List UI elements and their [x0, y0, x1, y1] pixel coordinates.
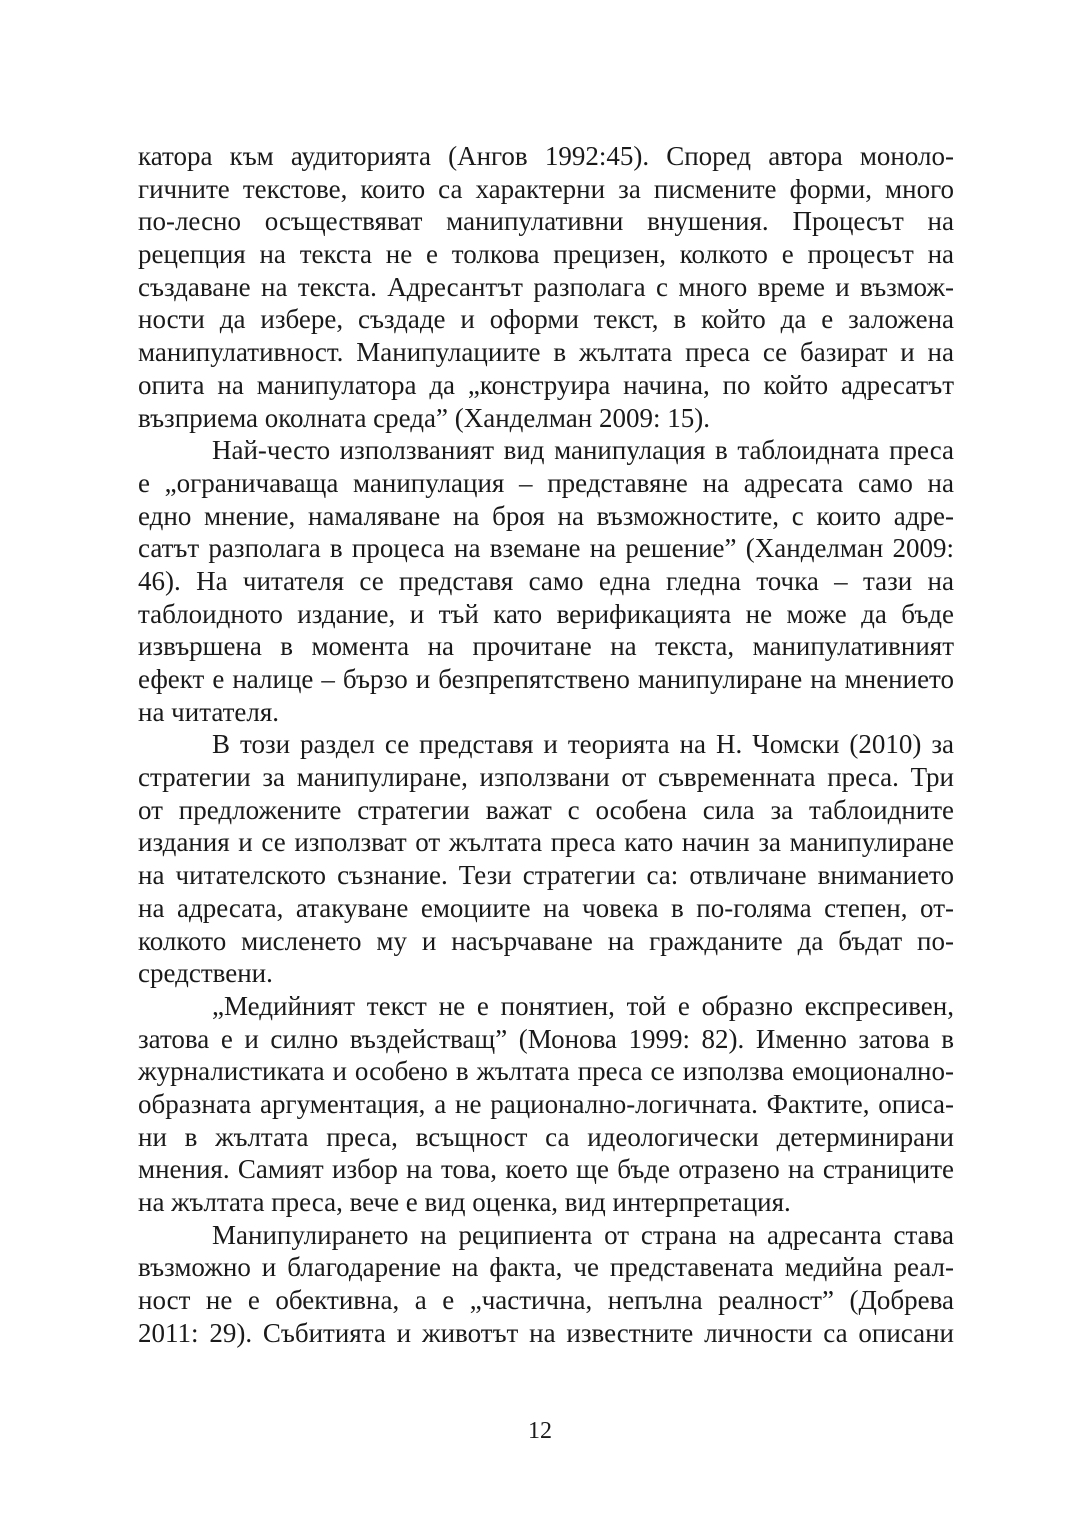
text-line: издания и се използват от жълтата преса като начин за манипулиране	[138, 827, 954, 858]
text-line: е „ограничаваща манипулация – представяне на адресата само на	[138, 467, 954, 498]
text-line: колкото мисленето му и насърчаване на гражданите да бъдат по-	[138, 925, 954, 956]
text-line: едно мнение, намаляване на броя на възможностите, с които адре-	[138, 500, 954, 531]
text-line: Манипулирането на реципиента от страна на адресанта става	[212, 1219, 954, 1250]
text-line: извършена в момента на прочитане на текста, манипулативният	[138, 631, 954, 662]
text-line: ни в жълтата преса, всъщност са идеологически детерминирани	[138, 1121, 954, 1152]
text-line: възможно и благодарение на факта, че представената медийна реал-	[138, 1252, 954, 1283]
text-line: „Медийният текст не е понятиен, той е образно експресивен,	[212, 990, 954, 1021]
paragraph-5	[138, 1219, 954, 1350]
text-line: на жълтата преса, вече е вид оценка, вид интерпретация.	[138, 1187, 791, 1217]
text-line: затова е и силно въздействащ” (Монова 1999: 82). Именно затова в	[138, 1023, 954, 1054]
text-line: ност не е обективна, а е „частична, непълна реалност” (Добрева	[138, 1285, 954, 1316]
paragraph-4	[138, 990, 954, 1219]
page-number: 12	[528, 1418, 552, 1444]
text-line: по-лесно осъществяват манипулативни внушения. Процесът на	[138, 206, 954, 237]
text-line: средствени.	[138, 958, 273, 989]
document-body	[138, 140, 954, 1349]
text-line: образната аргументация, а не рационално-логичната. Фактите, описа-	[138, 1088, 954, 1119]
text-line: на читателя.	[138, 696, 280, 727]
text-line: журналистиката и особено в жълтата преса се използва емоционално-	[138, 1056, 954, 1087]
text-line: рецепция на текста не е толкова прецизен, колкото е процесът на	[138, 239, 954, 270]
text-line: на адресата, атакуване емоциите на човека в по-голяма степен, от-	[138, 892, 954, 923]
text-line: сатът разполага в процеса на вземане на решение” (Ханделман 2009:	[138, 533, 954, 564]
text-line: 46). На читателя се представя само една гледна точка – тази на	[138, 565, 954, 596]
paragraph-3	[138, 728, 954, 990]
text-line: таблоидното издание, и тъй като верификацията не може да бъде	[138, 598, 954, 629]
text-line: Най-често използваният вид манипулация в таблоидната преса	[212, 435, 954, 466]
text-line: мнения. Самият избор на това, което ще бъде отразено на страниците	[138, 1154, 954, 1185]
text-line: създаване на текста. Адресантът разполага с много време и възмож-	[138, 271, 954, 302]
text-line: стратегии за манипулиране, използвани от съвременната преса. Три	[138, 762, 954, 793]
text-line: 2011: 29). Събитията и животът на известните личности са описани	[138, 1317, 954, 1348]
text-line: ности да избере, създаде и оформи текст, в който да е заложена	[138, 304, 954, 335]
paragraph-1	[138, 140, 954, 434]
paragraph-2	[138, 434, 954, 728]
text-line: на читателското съзнание. Тези стратегии са: отвличане вниманието	[138, 860, 954, 891]
text-line: В този раздел се представя и теорията на Н. Чомски (2010) за	[212, 729, 954, 760]
text-line: ефект е налице – бързо и безпрепятствено манипулиране на мнението	[138, 664, 954, 694]
text-line: гичните текстове, които са характерни за писмените форми, много	[138, 173, 954, 204]
text-line: опита на манипулатора да „конструира начина, по който адресатът	[138, 369, 954, 400]
text-line: катора към аудиторията (Ангов 1992:45). Според автора моноло-	[138, 141, 954, 171]
text-line: от предложените стратегии важат с особена сила за таблоидните	[138, 794, 954, 825]
text-line: манипулативност. Манипулациите в жълтата преса се базират и на	[138, 337, 954, 368]
text-line: възприема околната среда” (Ханделман 2009: 15).	[138, 402, 710, 433]
